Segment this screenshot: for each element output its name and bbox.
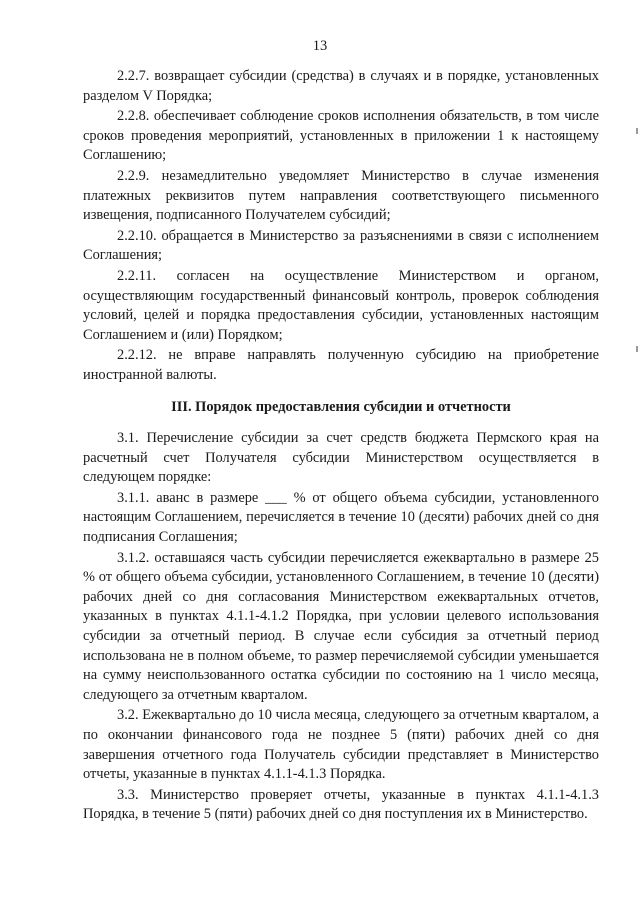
document-body <box>83 67 599 826</box>
page-number: 13 <box>312 38 328 54</box>
scan-edge-mark-bottom <box>636 346 638 352</box>
paragraph-3-1-1: 3.1.1. аванс в размере ___ % от общего объема субсидии, установленного настоящим Соглашением, перечисляется в течение 10 (десяти) рабочих дней со дня подписания Соглашения; <box>83 489 599 546</box>
paragraph-3-2: 3.2. Ежеквартально до 10 числа месяца, следующего за отчетным кварталом, а по окончании финансового года не позднее 5 (пяти) рабочих дней со дня завершения отчетного года Получатель субсидии представляет в Министерство отчеты, указанные в пунктах 4.1.1-4.1.3 Порядка. <box>83 707 599 783</box>
paragraph-2-2-12: 2.2.12. не вправе направлять полученную субсидию на приобретение иностранной валюты. <box>83 347 599 383</box>
paragraph-2-2-10: 2.2.10. обращается в Министерство за разъяснениями в связи с исполнением Соглашения; <box>83 227 599 264</box>
paragraph-3-1-2: 3.1.2. оставшаяся часть субсидии перечисляется ежеквартально в размере 25 % от общего объема субсидии, установленного Соглашением, в течение 10 (десяти) рабочих дней со дня согласования Министерством ежеквартальных отчетов, указанных в пунктах 4.1.1-4.1.2 Порядка, при условии целевого использования субсидии за отчетный период. В случае если субсидия за отчетный период использована не в полном объеме, то размер перечисляемой субсидии уменьшается на сумму неиспользованного остатка субсидии по состоянию на 1 число месяца, следующего за отчетным кварталом. <box>83 549 599 703</box>
paragraph-2-2-11: 2.2.11. согласен на осуществление Министерством и органом, осуществляющим государственный финансовый контроль, проверок соблюдения условий, целей и порядка предоставления субсидии, установленных настоящим Соглашением и (или) Порядком; <box>83 267 599 343</box>
paragraph-2-2-7: 2.2.7. возвращает субсидии (средства) в случаях и в порядке, установленных разделом V Порядка; <box>83 68 599 104</box>
paragraph-2-2-9: 2.2.9. незамедлительно уведомляет Министерство в случае изменения платежных реквизитов путем направления соответствующего письменного извещения, подписанного Получателем субсидий; <box>83 167 599 224</box>
paragraph-2-2-8: 2.2.8. обеспечивает соблюдение сроков исполнения обязательств, в том числе сроков проведения мероприятий, установленных в приложении 1 к настоящему Соглашению; <box>83 108 599 164</box>
scan-edge-mark-top <box>636 128 638 134</box>
paragraph-3-1: 3.1. Перечисление субсидии за счет средств бюджета Пермского края на расчетный счет Получателя субсидии Министерством осуществляется в следующем порядке: <box>83 430 599 486</box>
paragraph-3-3: 3.3. Министерство проверяет отчеты, указанные в пунктах 4.1.1-4.1.3 Порядка, в течение 5 (пяти) рабочих дней со дня поступления их в Министерство. <box>83 786 599 823</box>
section-heading: III. Порядок предоставления субсидии и отчетности <box>171 398 511 415</box>
